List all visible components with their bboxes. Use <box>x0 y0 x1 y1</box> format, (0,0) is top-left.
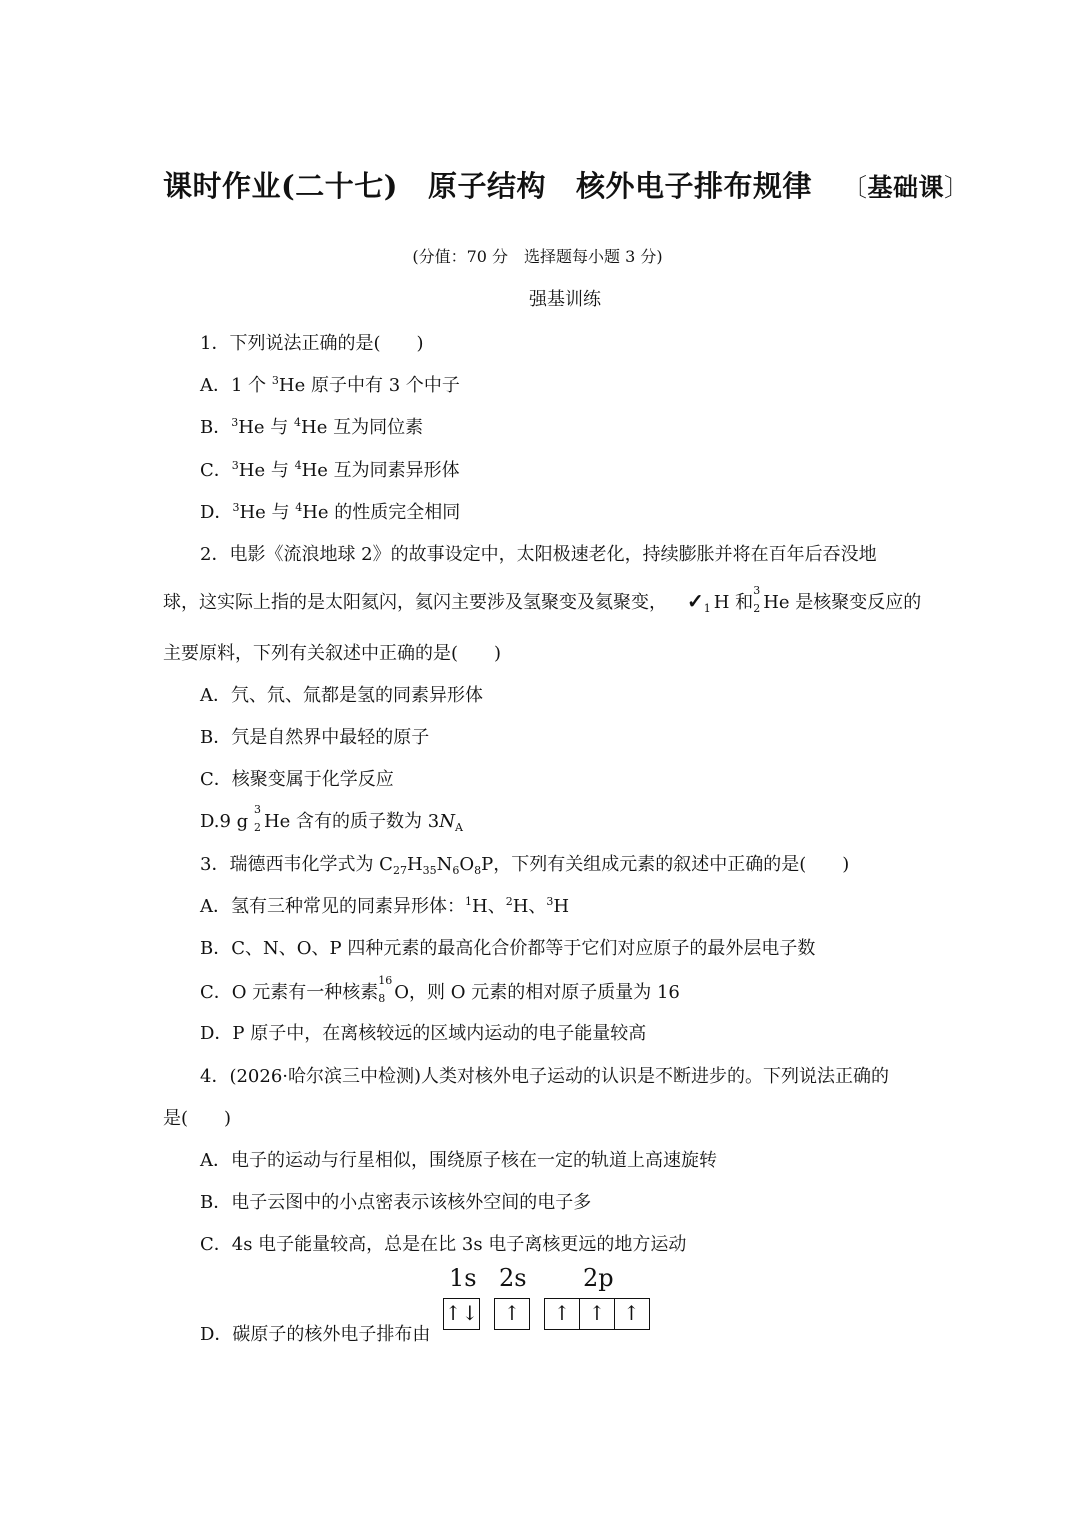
q1-stem: 1．下列说法正确的是( ) <box>200 333 424 354</box>
check-mark-icon: ✓ <box>687 589 704 613</box>
up-arrow-icon: ↑ <box>580 1299 615 1329</box>
q1-option-c: C．$^3$He 与 $^4$He 互为同素异形体 <box>200 459 460 481</box>
q2-stem-line1: 2．电影《流浪地球 2》的故事设定中，太阳极速老化，持续膨胀并将在百年后吞没地 <box>200 544 877 565</box>
h-isotope-notation: 1 <box>703 602 711 615</box>
q4-stem-line2: 是( ) <box>163 1108 232 1129</box>
up-arrow-icon: ↑ <box>503 1301 521 1325</box>
title-tag-text: 基础课 <box>867 173 945 202</box>
q3-option-d: D．P 原子中，在离核较远的区域内运动的电子能量较高 <box>200 1023 647 1044</box>
q2-option-d: D.9 g 3 2 He 含有的质子数为 $3N_A$ <box>200 803 463 834</box>
he-isotope-notation: 3 2 <box>253 803 261 834</box>
q2-option-b: B．氕是自然界中最轻的原子 <box>200 727 430 748</box>
q4-option-d: D．碳原子的核外电子排布由 <box>200 1324 431 1345</box>
section-heading: 强基训练 <box>529 289 601 310</box>
q2-option-c: C．核聚变属于化学反应 <box>200 769 394 790</box>
q3-option-b: B．C、N、O、P 四种元素的最高化合价都等于它们对应原子的最外层电子数 <box>200 938 816 959</box>
q4-option-c: C．4s 电子能量较高，总是在比 3s 电子离核更远的地方运动 <box>200 1234 687 1255</box>
orbital-label-2s: 2s <box>499 1264 527 1292</box>
page-title <box>163 164 970 205</box>
q3-stem: 3．瑞德西韦化学式为 $C_{27}H_{35}N_6O_8P$，下列有关组成元素的叙述中正确的是( ) <box>200 854 850 877</box>
title-tag: 〔基础课〕 <box>841 173 970 202</box>
q4-option-b: B．电子云图中的小点密表示该核外空间的电子多 <box>200 1192 592 1213</box>
q2-stem-line2: 球，这实际上指的是太阳氦闪，氦闪主要涉及氢聚变及氦聚变， ✓ 1 H 和 3 2 He 是核聚变反应的 <box>163 584 922 615</box>
o-isotope-notation: 16 8 <box>378 974 393 1005</box>
up-arrow-icon: ↑ <box>545 1299 580 1329</box>
q4-option-a: A．电子的运动与行星相似，围绕原子核在一定的轨道上高速旋转 <box>200 1150 717 1171</box>
q2-stem-line3: 主要原料，下列有关叙述中正确的是( ) <box>163 643 502 664</box>
score-info: (分值：70 分 选择题每小题 3 分) <box>412 247 663 266</box>
q1-option-b: B．$^3$He 与 $^4$He 互为同位素 <box>200 416 424 438</box>
electron-pair-arrows-icon: ↑↓ <box>444 1301 479 1325</box>
q3-option-c: C．O 元素有一种核素 16 8 O，则 O 元素的相对原子质量为 16 <box>200 974 680 1005</box>
q1-option-d: D．$^3$He 与 $^4$He 的性质完全相同 <box>200 501 461 523</box>
orbital-box-1s <box>443 1298 480 1330</box>
q4-stem-line1: 4．(2026·哈尔滨三中检测)人类对核外电子运动的认识是不断进步的。下列说法正确的 <box>200 1066 890 1087</box>
orbital-label-2p: 2p <box>583 1264 614 1292</box>
up-arrow-icon: ↑ <box>623 1301 640 1325</box>
orbital-box-2s <box>494 1298 530 1330</box>
q1-option-a: A．1 个 $^3$He 原子中有 3 个中子 <box>200 374 460 396</box>
he-isotope-notation: 3 2 <box>753 584 761 615</box>
orbital-label-1s: 1s <box>449 1264 477 1292</box>
q3-option-a: A．氢有三种常见的同素异形体：$^1$H、$^2$H、$^3$H <box>200 895 570 917</box>
orbital-box-2p <box>544 1298 650 1330</box>
title-part-1: 课时作业(二十七) <box>163 169 398 203</box>
q2-option-a: A．氕、氘、氚都是氢的同素异形体 <box>200 685 483 706</box>
title-part-2: 原子结构 <box>427 169 546 203</box>
title-part-3: 核外电子排布规律 <box>575 169 812 203</box>
